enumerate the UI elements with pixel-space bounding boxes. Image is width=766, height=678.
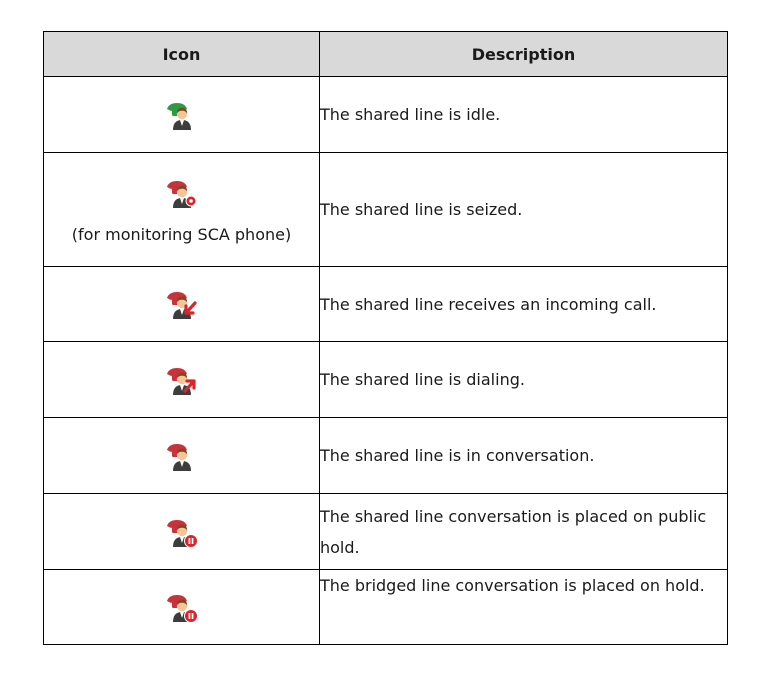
monitoring-note: (for monitoring SCA phone) <box>71 225 292 244</box>
description-cell: The shared line is seized. <box>320 153 728 267</box>
table-row <box>44 267 728 342</box>
table-row <box>44 418 728 494</box>
sca-dialing-icon <box>164 362 200 398</box>
description-cell: The shared line is in conversation. <box>320 418 728 494</box>
description-cell: The shared line is idle. <box>320 77 728 153</box>
description-cell: The shared line conversation is placed on public hold. <box>320 494 728 570</box>
description-cell: The shared line is dialing. <box>320 342 728 418</box>
icon-cell <box>44 494 320 570</box>
sca-public-hold-icon <box>164 514 200 550</box>
table-row <box>44 342 728 418</box>
icon-cell <box>44 570 320 645</box>
sca-status-table <box>43 31 728 645</box>
icon-cell <box>44 153 320 267</box>
icon-cell <box>44 418 320 494</box>
icon-cell <box>44 77 320 153</box>
sca-idle-icon <box>164 97 200 133</box>
icon-cell <box>44 267 320 342</box>
table-row <box>44 153 728 267</box>
table-row <box>44 77 728 153</box>
sca-conversation-icon <box>164 438 200 474</box>
icon-cell <box>44 342 320 418</box>
table-row <box>44 570 728 645</box>
description-cell: The bridged line conversation is placed on hold. <box>320 570 728 645</box>
sca-bridged-hold-icon <box>164 589 200 625</box>
table-row <box>44 494 728 570</box>
sca-seized-icon <box>164 175 200 211</box>
table-header-row <box>44 32 728 77</box>
description-cell: The shared line receives an incoming call. <box>320 267 728 342</box>
header-icon: Icon <box>44 32 320 77</box>
header-description: Description <box>320 32 728 77</box>
sca-incoming-icon <box>164 286 200 322</box>
